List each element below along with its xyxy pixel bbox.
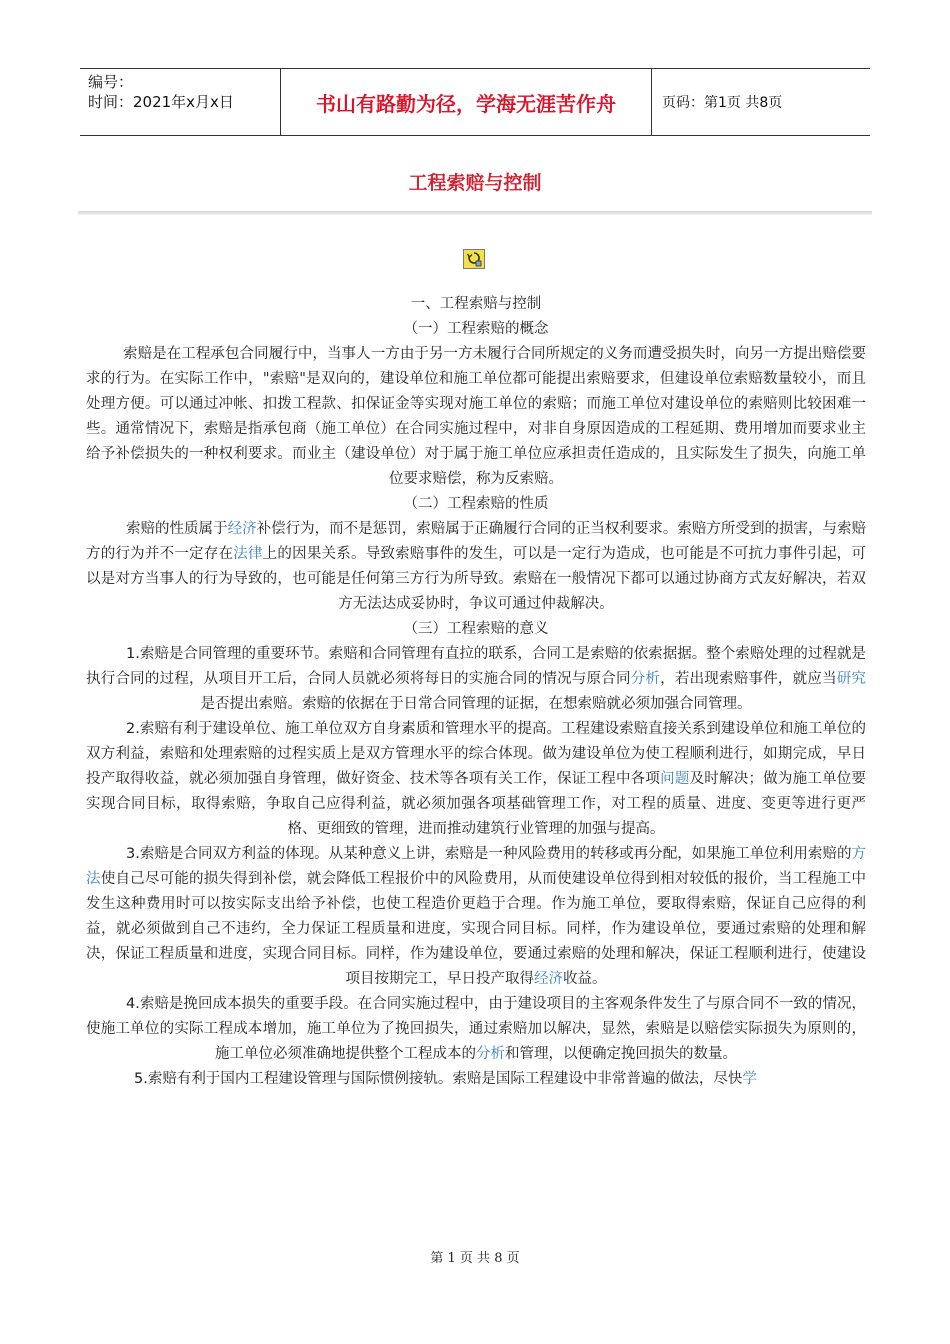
item-number: 1. — [126, 646, 140, 662]
subsection-heading: （一）工程索赔的概念 — [403, 321, 549, 337]
text-run: ，若出现索赔事件，就应当 — [660, 671, 837, 687]
paragraph-significance-1 — [86, 642, 866, 717]
paragraph-nature — [86, 517, 866, 617]
text-run: 是否提出索赔。索赔的依据在于日常合同管理的证据，在想索赔就必须加强合同管理。 — [200, 696, 752, 712]
number-label: 编号： — [88, 73, 134, 91]
link-problem[interactable]: 问题 — [660, 771, 690, 787]
image-placeholder-icon — [463, 249, 485, 269]
link-analysis[interactable]: 分析 — [476, 1046, 505, 1062]
text-run: 和管理，以便确定挽回损失的数量。 — [505, 1046, 737, 1062]
paragraph-significance-3 — [86, 842, 866, 992]
section-heading: 一、工程索赔与控制 — [410, 296, 542, 312]
link-learn[interactable]: 学 — [742, 1071, 757, 1087]
text-run: 索赔是挽回成本损失的重要手段。在合同实施过程中，由于建设项目的主客观条件发生了与原合同不一致的情况，使施工单位的实际工程成本增加，施工单位为了挽回损失，通过索赔加以解决，显然，索赔是以赔偿实际损失为原则的，施工单位必须准确地提供整个工程成本的 — [86, 996, 866, 1062]
title-divider — [78, 211, 872, 215]
item-number: 3. — [126, 846, 140, 862]
text-run: 索赔有利于建设单位、施工单位双方自身素质和管理水平的提高。工程建设索赔直接关系到建设单位和施工单位的双方利益，索赔和处理索赔的过程实质上是双方管理水平的综合体现。做为建设单位为使工程顺利进行，如期完成，早日投产取得收益，就必须加强自身管理，做好资金、技术等各项有关工作，保证工程中各项 — [86, 721, 866, 787]
text-run: 索赔有利于国内工程建设管理与国际惯例接轨。索赔是国际工程建设中非常普遍的做法，尽快 — [147, 1071, 743, 1087]
time-label: 时间：2021年x月x日 — [88, 93, 234, 111]
page-code-text: 页码：第1页 共8页 — [662, 95, 783, 111]
item-number: 5. — [134, 1071, 148, 1087]
paragraph-significance-4 — [86, 992, 866, 1067]
paragraph-significance-2 — [86, 717, 866, 842]
text-run: 及时解决；做为施工单位要实现合同目标，取得索赔，争取自己应得利益，就必须加强各项基础管理工作，对工程的质量、进度、变更等进行更严格、更细致的管理，进而推动建筑行业管理的加强与提高。 — [86, 771, 867, 837]
text-run: 收益。 — [563, 971, 607, 987]
document-title: 工程索赔与控制 — [408, 172, 542, 194]
link-economy[interactable]: 经济 — [227, 521, 257, 537]
paragraph-significance-5 — [86, 1067, 866, 1092]
paragraph-concept: 索赔是在工程承包合同履行中，当事人一方由于另一方未履行合同所规定的义务而遭受损失时，向另一方提出赔偿要求的行为。在实际工作中，"索赔"是双向的，建设单位和施工单位都可能提出索赔要求，但建设单位索赔数量较小，而且处理方便。可以通过冲帐、扣拨工程款、扣保证金等实现对施工单位的索赔；而施工单位对建设单位的索赔则比较困难一些。通常情况下，索赔是指承包商（施工单位）在合同实施过程中，对非自身原因造成的工程延期、费用增加而要求业主给予补偿损失的一种权利要求。而业主（建设单位）对于属于施工单位应承担责任造成的，且实际发生了损失，向施工单位要求赔偿，称为反索赔。 — [86, 346, 866, 487]
text-run: 使自己尽可能的损失得到补偿，就会降低工程报价中的风险费用，从而使建设单位得到相对较低的报价，当工程施工中发生这种费用时可以按实际支出给予补偿，也使工程造价更趋于合理。作为施工单位，要取得索赔，保证自己应得的利益，就必须做到自己不违约，全力保证工程质量和进度，实现合同目标。同样，作为建设单位，要通过索赔的处理和解决，保证工程质量和进度，实现合同目标。同样，作为建设单位，要通过索赔的处理和解决，保证工程顺利进行，使建设项目按期完工，早日投产取得 — [86, 871, 867, 987]
link-analysis[interactable]: 分析 — [630, 671, 661, 687]
text-run: 上的因果关系。导致索赔事件的发生，可以是一定行为造成，也可能是不可抗力事件引起，可以是对方当事人的行为导致的，也可能是任何第三方行为所导致。索赔在一般情况下都可以通过协商方式友好解决，若双方无法达成妥协时，争议可通过仲裁解决。 — [86, 546, 867, 612]
header-meta-cell — [80, 69, 280, 135]
item-number: 4. — [126, 996, 140, 1012]
item-number: 2. — [126, 721, 140, 737]
text-run: 补偿行为，而不是惩罚，索赔属于正确履行合同的正当权利要求。索赔方所受到的损害，与索赔方的行为并不一定存在 — [86, 521, 867, 562]
link-economy[interactable]: 经济 — [534, 971, 563, 987]
link-law[interactable]: 法律 — [233, 546, 263, 562]
motto-text: 书山有路勤为径，学海无涯苦作舟 — [316, 91, 616, 116]
page-footer: 第 1 页 共 8 页 — [430, 1251, 520, 1266]
subsection-heading: （三）工程索赔的意义 — [403, 621, 549, 637]
subsection-heading: （二）工程索赔的性质 — [403, 496, 549, 512]
motto-cell — [280, 69, 652, 135]
text-run: 索赔是合同双方利益的体现。从某种意义上讲，索赔是一种风险费用的转移或再分配，如果施工单位利用索赔的 — [139, 846, 852, 862]
header-table — [80, 68, 870, 136]
document-body — [86, 292, 866, 1092]
link-method[interactable]: 方法 — [86, 846, 866, 887]
text-run: 索赔的性质属于 — [126, 521, 228, 537]
page-code-cell — [652, 69, 870, 135]
link-research[interactable]: 研究 — [836, 671, 867, 687]
text-run: 索赔是合同管理的重要环节。索赔和合同管理有直拉的联系，合同工是索赔的依索据据。整个索赔处理的过程就是执行合同的过程，从项目开工后，合同人员就必须将每日的实施合同的情况与原合同 — [86, 646, 866, 687]
